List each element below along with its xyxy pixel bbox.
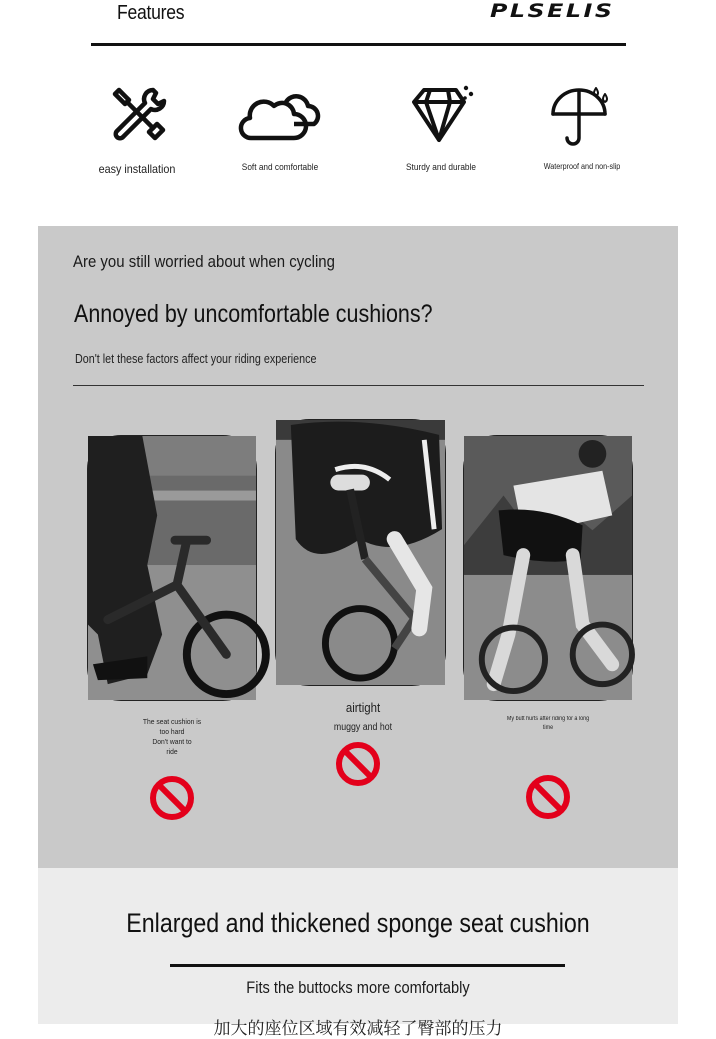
rider-illustration <box>88 436 256 700</box>
features-title: Features <box>117 2 185 24</box>
rider-illustration <box>276 420 445 685</box>
benefit-chinese-text: 加大的座位区域有效减轻了臀部的压力 <box>213 1019 503 1038</box>
prohibited-icon <box>526 775 570 819</box>
caption-line: Don't want to <box>152 737 192 746</box>
rider-photo-right <box>463 435 633 701</box>
card-caption-right <box>499 715 598 733</box>
card-caption-title-center: airtight <box>345 700 381 715</box>
caption-line: ride <box>166 747 178 756</box>
cloud-icon <box>238 82 322 146</box>
caption-line: My butt hurts after riding for a long <box>506 716 590 722</box>
rider-photo-center <box>275 419 446 686</box>
feature-label: Sturdy and durable <box>406 162 476 172</box>
problem-question: Are you still worried about when cycling <box>73 252 335 271</box>
benefit-title: Enlarged and thickened sponge seat cushion <box>126 908 590 938</box>
diamond-icon <box>406 82 476 146</box>
prohibited-icon <box>150 776 194 820</box>
brand-logo: PLSELIS <box>490 0 615 22</box>
tools-icon <box>105 82 169 146</box>
caption-line: too hard <box>159 727 185 736</box>
feature-easy-installation <box>62 82 212 182</box>
problem-section <box>38 226 678 868</box>
caption-line: time <box>542 725 554 731</box>
problem-subtext: Don't let these factors affect your riding experience <box>75 352 317 366</box>
card-caption-left <box>127 717 217 757</box>
feature-label: Soft and comfortable <box>241 162 319 172</box>
card-caption-center: muggy and hot <box>333 722 393 733</box>
feature-sturdy-durable <box>366 82 516 182</box>
prohibited-icon <box>336 742 380 786</box>
feature-label: easy installation <box>98 162 176 176</box>
header <box>0 0 716 60</box>
feature-soft-comfortable <box>205 82 355 182</box>
feature-waterproof <box>507 82 657 182</box>
feature-label: Waterproof and non-slip <box>543 162 621 171</box>
rider-photo-left <box>87 435 257 701</box>
caption-line: The seat cushion is <box>142 717 202 726</box>
benefit-subtitle: Fits the buttocks more comfortably <box>246 978 470 997</box>
header-divider <box>91 43 626 46</box>
benefit-section <box>38 868 678 1038</box>
rider-illustration <box>464 436 632 700</box>
umbrella-icon <box>547 82 617 148</box>
problem-divider <box>73 385 644 386</box>
problem-headline: Annoyed by uncomfortable cushions? <box>74 300 433 328</box>
benefit-divider <box>170 964 565 967</box>
